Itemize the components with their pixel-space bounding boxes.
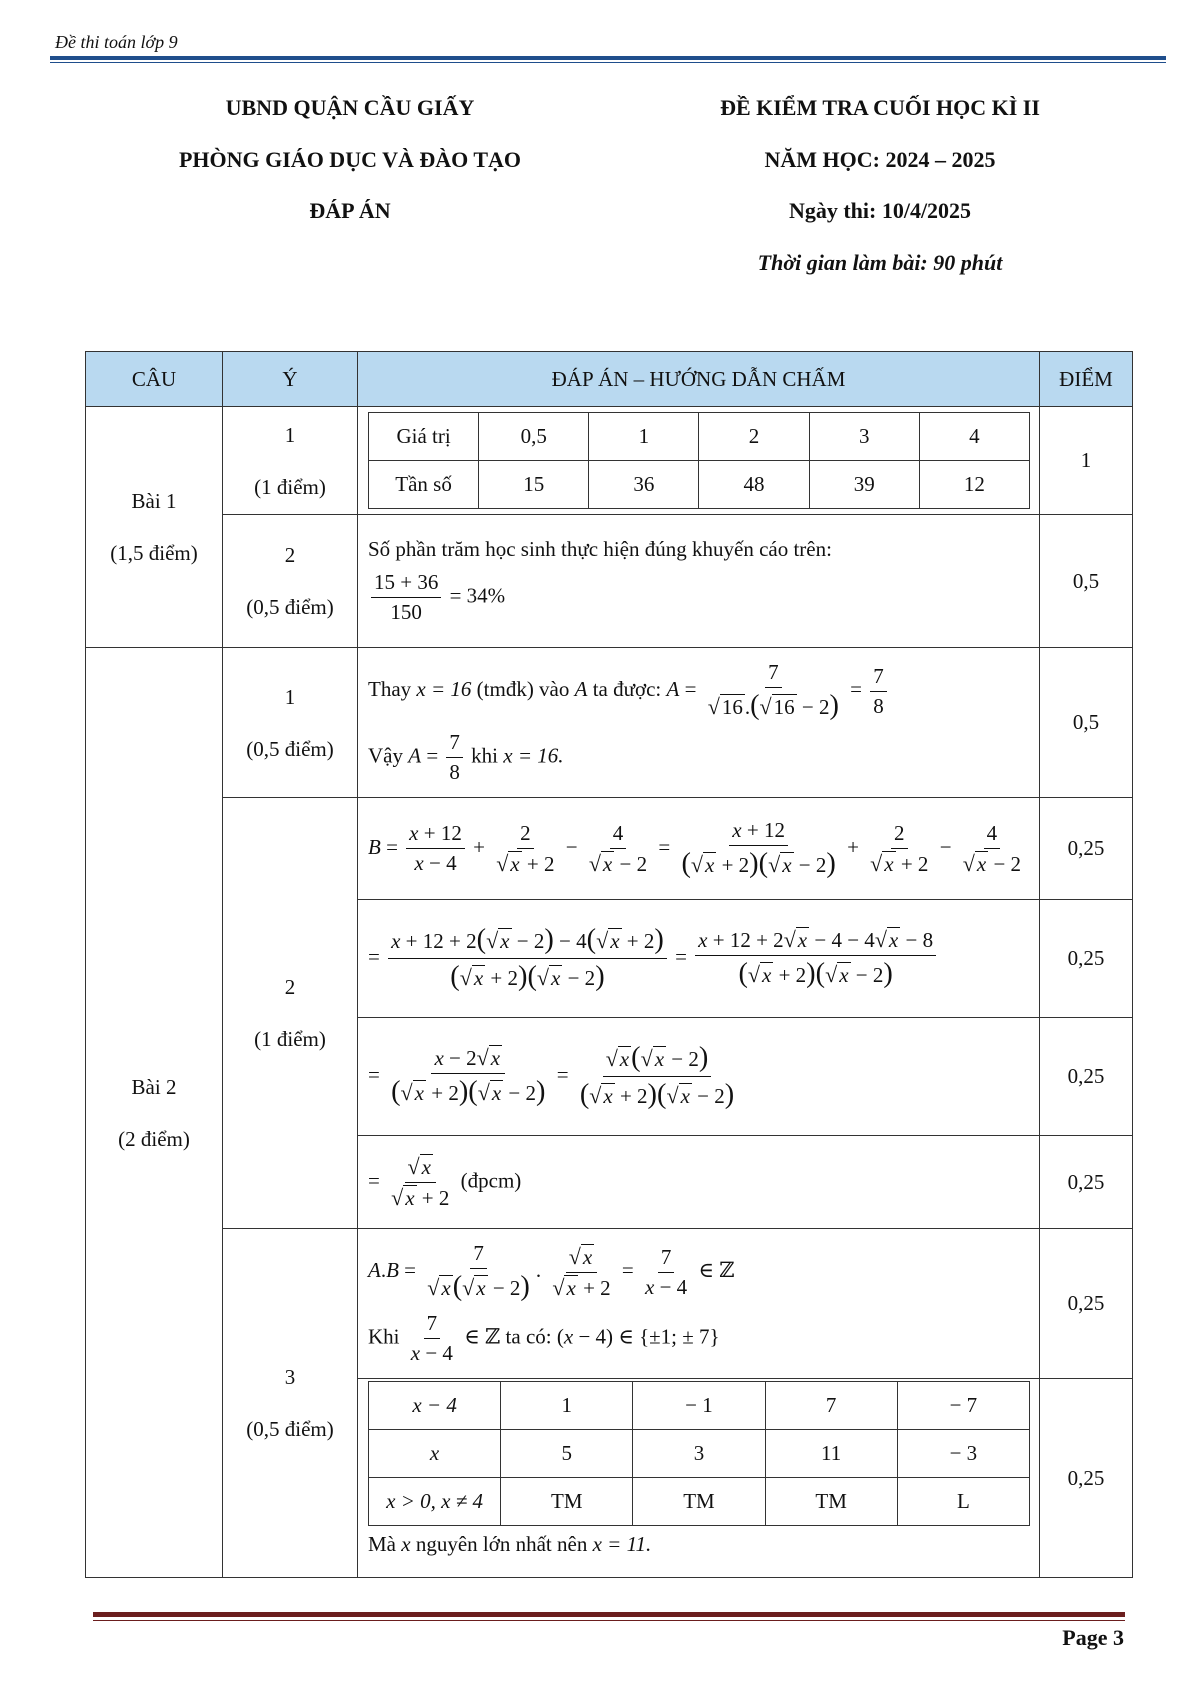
sol-cell: − 1 (633, 1382, 765, 1430)
sol-cell: x − 4 (369, 1382, 501, 1430)
solution-table (368, 1381, 1030, 1526)
score-cell: 0,5 (1040, 515, 1133, 648)
freq-cell: 36 (589, 461, 699, 509)
solution-table-cell (358, 1379, 1040, 1578)
percent-formula (368, 570, 1029, 625)
sol-cell: x (369, 1430, 501, 1478)
bai1-cell (86, 407, 223, 648)
page-number: Page 3 (1062, 1625, 1124, 1650)
sol-cell: − 7 (897, 1382, 1029, 1430)
frequency-row-values (369, 413, 1030, 461)
score-cell: 0,25 (1040, 1229, 1133, 1379)
sol-cell: L (897, 1478, 1029, 1526)
col-header-score: ĐIỂM (1040, 352, 1133, 407)
sol-cell: TM (501, 1478, 633, 1526)
bai2-label: Bài 2 (131, 1074, 177, 1099)
freq-cell: 4 (919, 413, 1029, 461)
percent-question: Số phần trăm học sinh thực hiện đúng khuyến cáo trên: (368, 537, 832, 561)
final-conclusion: Mà x nguyên lớn nhất nên x = 11. (368, 1532, 652, 1556)
freq-cell: 1 (589, 413, 699, 461)
footer-rule (93, 1612, 1125, 1617)
bai1-y2-cell (223, 515, 358, 648)
department-name: PHÒNG GIÁO DỤC VÀ ĐÀO TẠO (178, 147, 522, 172)
bai1-label: Bài 1 (131, 489, 177, 513)
freq-cell: 12 (919, 461, 1029, 509)
sol-cell: 5 (501, 1430, 633, 1478)
sol-cell: x > 0, x ≠ 4 (369, 1478, 501, 1526)
bai2-points: (2 điểm) (118, 1126, 190, 1151)
bai2-y1-answer (358, 648, 1040, 798)
bai2-y3-num: 3 (284, 1365, 296, 1389)
bai2-y2-cell (223, 798, 358, 1229)
bai1-y1-cell (223, 407, 358, 515)
table-row (86, 798, 1133, 900)
score-cell: 0,25 (1040, 900, 1133, 1018)
table-row (86, 515, 1133, 648)
bai1-y1-answer (358, 407, 1040, 515)
sol-cell: TM (633, 1478, 765, 1526)
freq-cell: 2 (699, 413, 809, 461)
freq-cell: 3 (809, 413, 919, 461)
score-cell: 0,25 (1040, 798, 1133, 900)
bai1-y2-points: (0,5 điểm) (246, 595, 334, 619)
footer-rule-thin (93, 1620, 1125, 1621)
score-cell: 0,25 (1040, 1379, 1133, 1578)
answer-key-title: ĐÁP ÁN (309, 198, 391, 223)
exam-title: ĐỀ KIỂM TRA CUỐI HỌC KÌ II (720, 95, 1040, 120)
bai2-y3-cell (223, 1229, 358, 1578)
header-rule (50, 56, 1166, 60)
bai2-y1-points: (0,5 điểm) (246, 736, 334, 761)
sol-cell: − 3 (897, 1430, 1029, 1478)
bai1-y2-answer (358, 515, 1040, 648)
conclusion-line: Vậy A = $\frac{7}{8}$ khi x = 16. (368, 730, 564, 784)
freq-cell: Tần số (369, 461, 479, 509)
freq-cell: 48 (699, 461, 809, 509)
sol-cell: 3 (633, 1430, 765, 1478)
table-row (86, 648, 1133, 798)
score-cell: 1 (1040, 407, 1133, 515)
step-1: B = $\frac{x + 12}{x - 4}$ + $\frac{2}{√x + 2}$ − $\frac{4}{√x - 2}$ = $\frac{x + 12}{(√x + 2)(√x - 2)}$ + $\frac{2}{√x + 2}$ − $\frac{4}{√x - 2}$ (358, 798, 1040, 900)
header-note: Đề thi toán lớp 9 (55, 32, 178, 52)
frac-numerator: 15 + 36 (371, 570, 441, 598)
freq-cell: Giá trị (369, 413, 479, 461)
bai1-points: (1,5 điểm) (110, 541, 198, 565)
col-header-y: Ý (223, 352, 358, 407)
frequency-row-counts (369, 461, 1030, 509)
bai1-y1-points: (1 điểm) (254, 474, 326, 499)
percent-result: = 34% (449, 583, 506, 608)
sol-cell: 11 (765, 1430, 897, 1478)
step-4: = $\frac{√x}{√x + 2}$ (đpcm) (358, 1136, 1040, 1229)
bai1-y2-num: 2 (284, 543, 296, 567)
bai2-y2-num: 2 (284, 975, 296, 999)
step-3: = $\frac{x - 2√x}{(√x + 2)(√x - 2)}$ = $\frac{√x(√x - 2)}{(√x + 2)(√x - 2)}$ (358, 1018, 1040, 1136)
bai2-y2-points: (1 điểm) (254, 1027, 326, 1051)
table-row (86, 1229, 1133, 1379)
col-header-answer: ĐÁP ÁN – HƯỚNG DẪN CHẤM (358, 352, 1040, 407)
sol-cell: 7 (765, 1382, 897, 1430)
bai2-cell (86, 648, 223, 1578)
bai2-y3-points: (0,5 điểm) (246, 1417, 334, 1441)
step-2: = $\frac{x + 12 + 2(√x - 2) - 4(√x + 2)}{(√x + 2)(√x - 2)}$ = $\frac{x + 12 + 2√x - 4 - 4√x - 8}{(√x + 2)(√x - 2)}$ (358, 900, 1040, 1018)
answer-table (85, 351, 1133, 1578)
bai2-y1-cell (223, 648, 358, 798)
table-row (86, 407, 1133, 515)
freq-cell: 39 (809, 461, 919, 509)
score-cell: 0,25 (1040, 1018, 1133, 1136)
header-rule-thin (50, 62, 1166, 63)
sol-cell: TM (765, 1478, 897, 1526)
exam-date: Ngày thi: 10/4/2025 (788, 198, 972, 223)
substitution-line: Thay x = 16 (tmđk) vào A ta được: A = $\frac{7}{√16.(√16 - 2)}$ = $\frac{7}{8}$ (368, 660, 1029, 722)
table-header-row (86, 352, 1133, 407)
freq-cell: 0,5 (479, 413, 589, 461)
sol-cell: 1 (501, 1382, 633, 1430)
dpcm-label: (đpcm) (460, 1167, 522, 1192)
score-cell: 0,5 (1040, 648, 1133, 798)
freq-cell: 15 (479, 461, 589, 509)
score-cell: 0,25 (1040, 1136, 1133, 1229)
exam-duration: Thời gian làm bài: 90 phút (757, 250, 1003, 275)
district-name: UBND QUẬN CẦU GIẤY (225, 95, 475, 120)
bai2-y1-num: 1 (284, 684, 296, 709)
frequency-table (368, 412, 1030, 509)
frac-denominator: 150 (390, 600, 422, 624)
bai1-y1-num: 1 (284, 422, 296, 447)
col-header-cau: CÂU (86, 352, 223, 407)
school-year: NĂM HỌC: 2024 – 2025 (764, 147, 996, 172)
product-step: A.B = $\frac{7}{√x(√x - 2)}$ . $\frac{√x}{√x + 2}$ = $\frac{7}{x - 4}$ ∈ ℤ Khi $\frac{7}{x - 4}$ ∈ ℤ ta có: (x − 4) ∈ {±1; ± 7} (358, 1229, 1040, 1379)
